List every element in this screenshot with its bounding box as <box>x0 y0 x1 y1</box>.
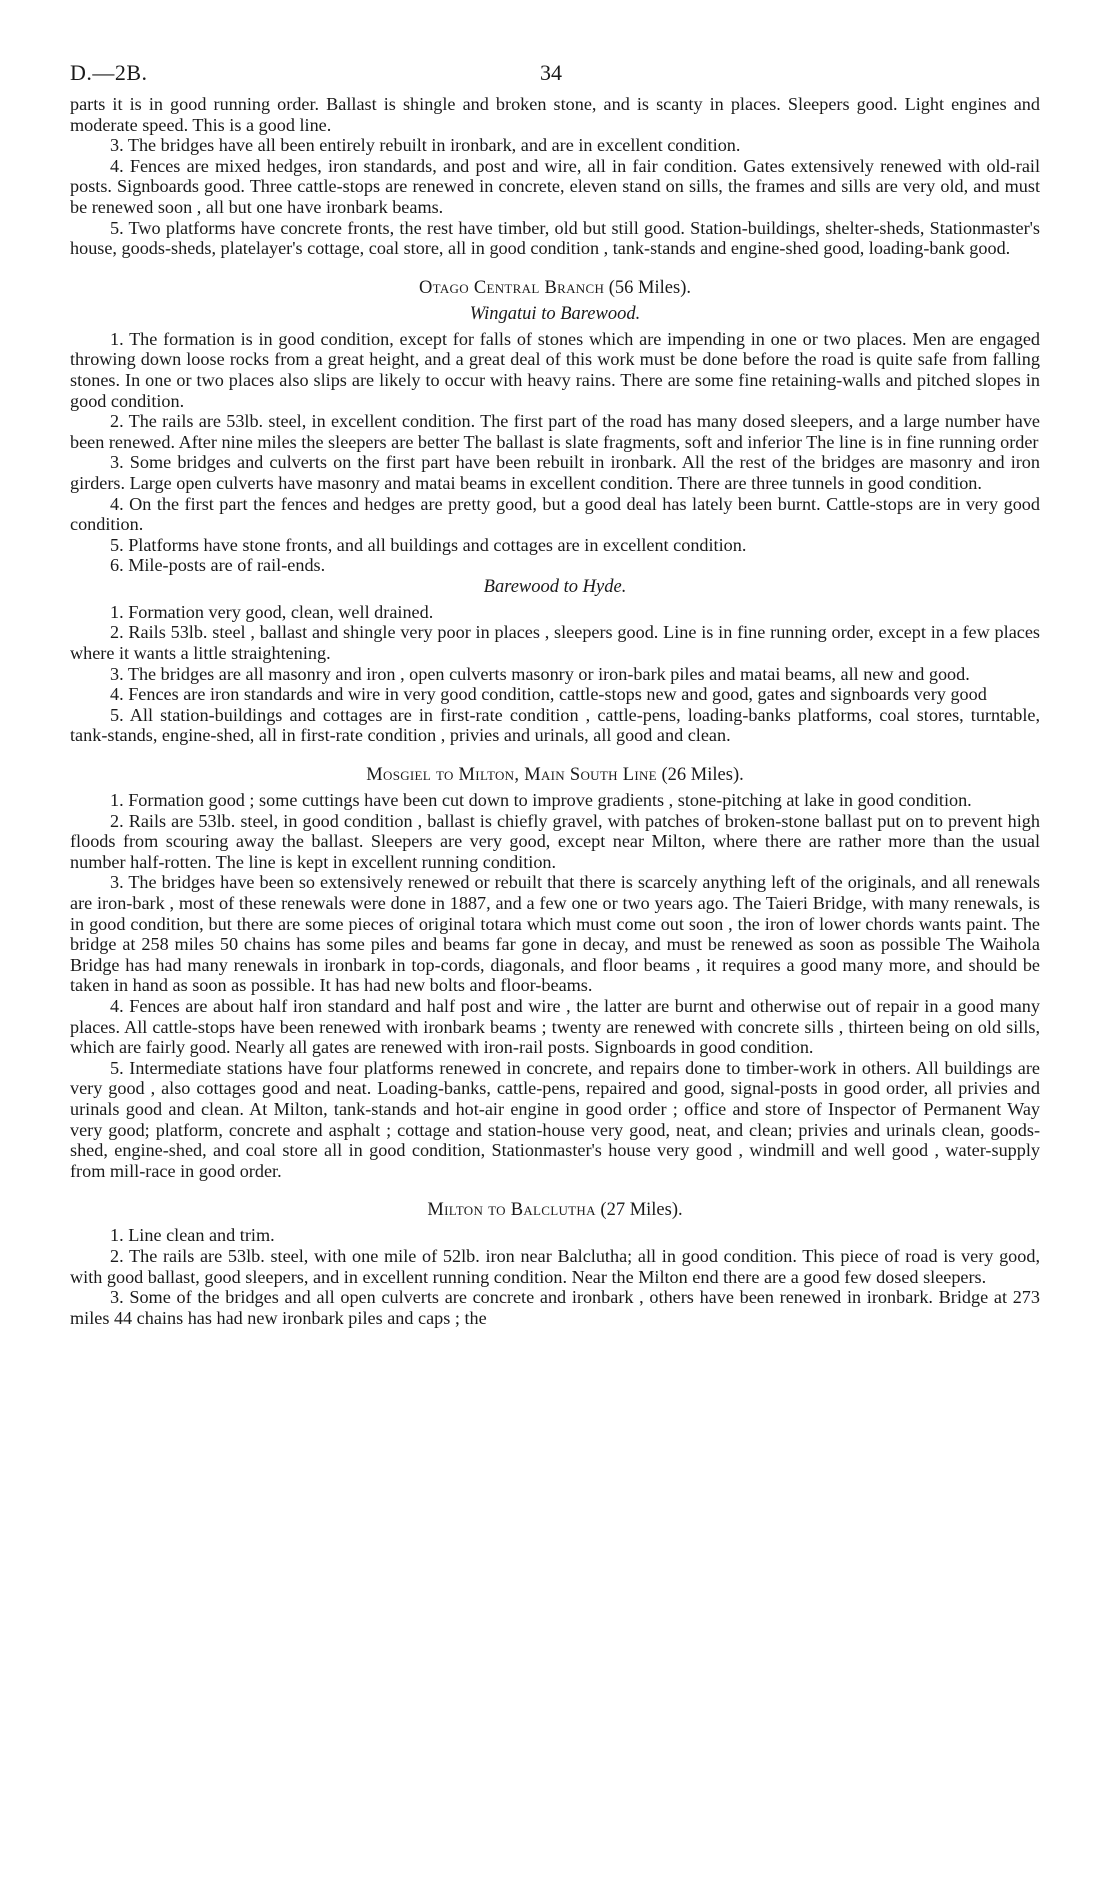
paragraph: 1. Formation good ; some cuttings have been cut down to improve gradients , stone-pitching at lake in good condition. <box>110 790 972 811</box>
otago-central-section <box>70 277 1040 746</box>
paragraph: 2. The rails are 53lb. steel, in excellent condition. The first part of the road has many dosed sleepers, and a large number have been renewed. After nine miles the sleepers are better The ballast is slate fragments, soft and inferior The line is in fine running order <box>70 411 1040 452</box>
section-title-miles: (27 Miles). <box>600 1200 683 1221</box>
section-title-name: Otago Central Branch <box>419 277 605 298</box>
paragraph: 1. Line clean and trim. <box>110 1225 275 1246</box>
document-reference: D.—2B. <box>70 60 148 85</box>
paragraph: 1. The formation is in good condition, except for falls of stones which are impending in one or two places. Men are engaged throwing down loose rocks from a great height, and a great deal of this work must be done before the road is quite safe from falling stones. In one or two places also slips are likely to occur with heavy rains. There are some fine retaining-walls and pitched slopes in good condition. <box>70 328 1040 411</box>
section-title <box>70 764 1040 786</box>
paragraph: 3. Some of the bridges and all open culverts are concrete and ironbark , others have been renewed in ironbark. Bridge at 273 miles 44 chains has had new ironbark piles and caps ; the <box>70 1287 1040 1328</box>
section-title-name: Milton to Balclutha <box>427 1200 596 1221</box>
milton-balclutha-section <box>70 1199 1040 1328</box>
paragraph: 4. Fences are mixed hedges, iron standards, and post and wire, all in fair condition. Gates extensively renewed with old-rail posts. Signboards good. Three cattle-stops are renewed in concrete, eleven stand on sills, the frames and sills are very old, and must be renewed soon , all but one have ironbark beams. <box>70 155 1040 217</box>
section-title-miles: (56 Miles). <box>608 277 691 298</box>
paragraph: 4. On the first part the fences and hedges are pretty good, but a good deal has lately been burnt. Cattle-stops are in very good condition. <box>70 493 1040 535</box>
paragraph: parts it is in good running order. Ballast is shingle and broken stone, and is scanty in places. Sleepers good. Light engines and moderate speed. This is a good line. <box>70 94 1040 135</box>
mosgiel-milton-section <box>70 764 1040 1181</box>
section-title-miles: (26 Miles). <box>661 765 744 786</box>
paragraph: 4. Fences are about half iron standard and half post and wire , the latter are burnt and otherwise out of repair in a good many places. All cattle-stops have been renewed with ironbark beams ; twenty are renewed with concrete sills , thirteen being on old sills, which are fairly good. Nearly all gates are renewed with iron-rail posts. Signboards in good condition. <box>70 995 1040 1058</box>
section-title <box>70 1199 1040 1221</box>
paragraph: 5. Intermediate stations have four platforms renewed in concrete, and repairs done to timber-work in others. All buildings are very good , also cottages good and neat. Loading-banks, cattle-pens, repaired and good, signal-posts in good order, all privies and urinals good and clean. At Milton, tank-stands and hot-air engine in good order ; office and store of Inspector of Permanent Way very good; platform, concrete and asphalt ; cottage and station-house very good, neat, and clean; privies and urinals clean, goods-shed, engine-shed, and coal store all in good condition, Stationmaster's house very good , windmill and well good , water-supply from mill-race in good order. <box>70 1057 1040 1181</box>
paragraph: 2. The rails are 53lb. steel, with one mile of 52lb. iron near Balclutha; all in good condition. This piece of road is very good, with good ballast, good sleepers, and in excellent running condition. Near the Milton end there are a good few dosed sleepers. <box>70 1245 1040 1287</box>
paragraph: 2. Rails 53lb. steel , ballast and shingle very poor in places , sleepers good. Line is in fine running order, except in a few places where it wants a little straightening. <box>70 622 1040 664</box>
paragraph: 5. Platforms have stone fronts, and all buildings and cottages are in excellent condition. <box>110 534 747 555</box>
paragraph: 5. All station-buildings and cottages are in first-rate condition , cattle-pens, loading-banks platforms, coal stores, turntable, tank-stands, engine-shed, all in first-rate condition , privies and urinals, all good and clean. <box>70 704 1040 746</box>
paragraph: 4. Fences are iron standards and wire in very good condition, cattle-stops new and good, gates and signboards very good <box>110 684 987 705</box>
paragraph: 2. Rails are 53lb. steel, in good condition , ballast is chiefly gravel, with patches of broken-stone ballast put on to prevent high floods from scouring away the ballast. Sleepers are very good, except near Milton, where there are rather more than the usual number half-rotten. The line is kept in excellent running condition. <box>70 810 1040 872</box>
intro-section <box>70 94 1040 259</box>
paragraph: 3. The bridges have all been entirely rebuilt in ironbark, and are in excellent condition. <box>110 135 741 156</box>
paragraph: 3. Some bridges and culverts on the first part have been rebuilt in ironbark. All the rest of the bridges are masonry and iron girders. Large open culverts have masonry and matai beams in excellent condition. There are three tunnels in good condition. <box>70 452 1040 493</box>
paragraph: 6. Mile-posts are of rail-ends. <box>110 555 326 576</box>
document-page <box>70 60 1040 1328</box>
section-title-name: Mosgiel to Milton, Main South Line <box>366 765 657 786</box>
page-number: 34 <box>540 60 562 85</box>
paragraph: 3. The bridges are all masonry and iron , open culverts masonry or iron-bark piles and matai beams, all new and good. <box>110 663 970 684</box>
paragraph: 1. Formation very good, clean, well drained. <box>110 601 434 622</box>
page-header <box>70 60 1040 94</box>
section-title <box>70 277 1040 299</box>
subsection-title: Wingatui to Barewood. <box>469 303 641 324</box>
paragraph: 3. The bridges have been so extensively renewed or rebuilt that there is scarcely anything left of the originals, and all renewals are iron-bark , most of these renewals were done in 1887, and a few one or two years ago. The Taieri Bridge, with many renewals, is in good condition, but there are some pieces of original totara which must come out soon , the iron of lower chords wants paint. The bridge at 258 miles 50 chains has some piles and beams far gone in decay, and must be renewed as soon as possible The Waihola Bridge has had many renewals in ironbark in top-cords, diagonals, and floor beams , it requires a good many more, and should be taken in hand as soon as possible. It has had new bolts and floor-beams. <box>70 872 1040 996</box>
subsection-title: Barewood to Hyde. <box>483 576 627 597</box>
paragraph: 5. Two platforms have concrete fronts, the rest have timber, old but still good. Station-buildings, shelter-sheds, Stationmaster's house, goods-sheds, platelayer's cottage, coal store, all in good condition , tank-stands and engine-shed good, loading-bank good. <box>70 217 1040 259</box>
